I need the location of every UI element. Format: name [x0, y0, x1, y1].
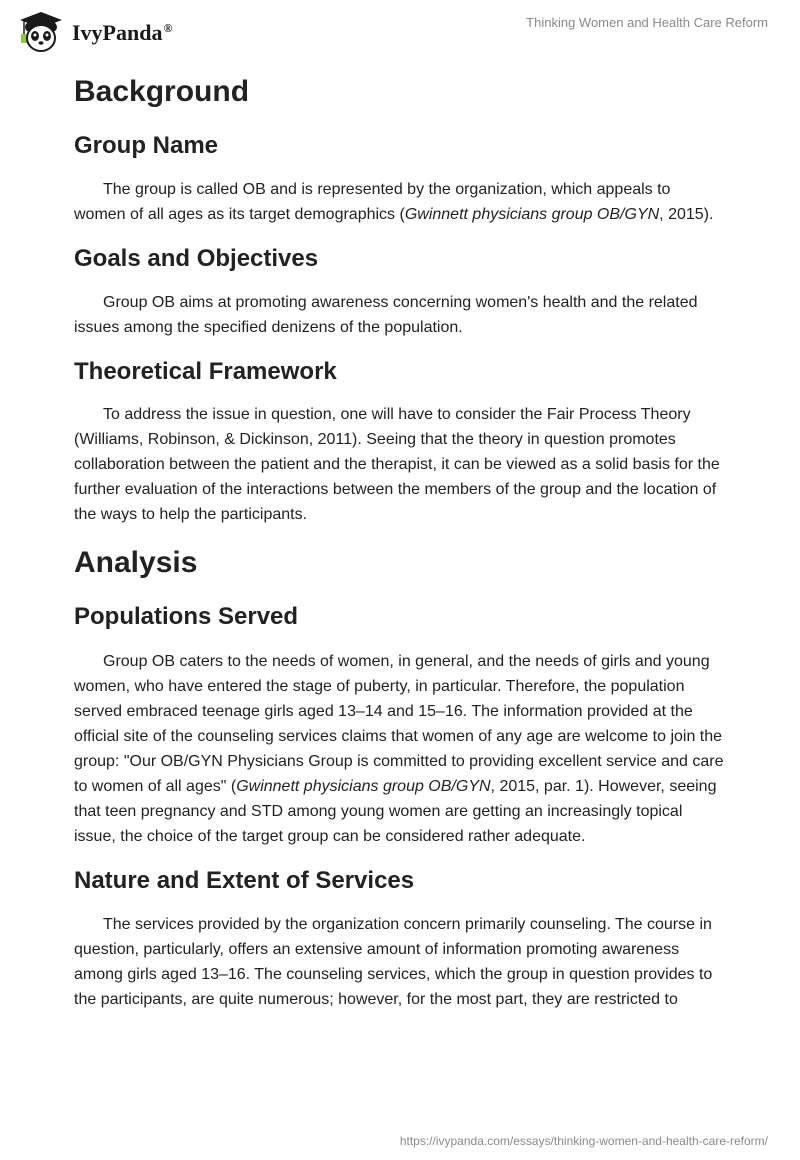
paragraph-theoretical-framework: To address the issue in question, one will have to consider the Fair Process Theory (Williams, Robinson, & Dickinson, 2011). Seeing that the theory in question promotes collaboration between the patient and the therapist, it can be viewed as a solid basis for the further evaluation of the interactions between the members of the group and the location of the ways to help the participants. — [74, 406, 720, 523]
citation-title: Gwinnett physicians group OB/GYN — [236, 778, 491, 795]
source-url-link[interactable]: https://ivypanda.com/essays/thinking-women-and-health-care-reform/ — [399, 1134, 768, 1148]
paragraph-group-name: The group is called OB and is represented by the organization, which appeals to women of all ages as its target demographics (Gwinnett physicians group OB/GYN, 2015). — [74, 181, 714, 223]
heading-analysis: Analysis — [74, 546, 198, 579]
paragraph-populations-served: Group OB caters to the needs of women, in general, and the needs of girls and young women, who have entered the stage of puberty, in particular. Therefore, the population served embraced teenage girls aged 13–14 and 15–16. The information provided at the official site of the counseling services claims that women of any age are welcome to join the group: "Our OB/GYN Physicians Group is committed to providing excellent service and care to women of all ages" (Gwinnett physicians group OB/GYN, 2015, par. 1). However, seeing that teen pregnancy and STD among young women are getting an increasingly topical issue, the choice of the target group can be considered rather adequate. — [74, 653, 724, 845]
heading-nature-extent-services: Nature and Extent of Services — [74, 867, 415, 894]
citation-title: Gwinnett physicians group OB/GYN — [404, 206, 660, 223]
heading-populations-served: Populations Served — [74, 603, 299, 630]
heading-background: Background — [74, 75, 250, 108]
heading-theoretical-framework: Theoretical Framework — [74, 358, 337, 385]
page-header — [0, 0, 800, 60]
heading-group-name: Group Name — [74, 132, 219, 159]
heading-goals: Goals and Objectives — [74, 245, 319, 272]
paragraph-nature-extent-services: The services provided by the organization concern primarily counseling. The course in question, particularly, offers an extensive amount of information promoting awareness among girls aged 13–16. The counseling services, which the group in question provides to the participants, are quite numerous; however, for the most part, they are restricted to — [74, 916, 713, 1008]
document-title: Thinking Women and Health Care Reform — [526, 15, 768, 30]
panda-graduate-icon — [16, 10, 66, 54]
essay-content — [74, 70, 726, 1012]
paragraph-goals: Group OB aims at promoting awareness concerning women's health and the related issues among the specified denizens of the population. — [74, 294, 698, 336]
brand-name: IvyPanda® — [72, 20, 173, 45]
ivypanda-logo[interactable] — [16, 10, 172, 54]
registered-mark: ® — [163, 20, 173, 35]
